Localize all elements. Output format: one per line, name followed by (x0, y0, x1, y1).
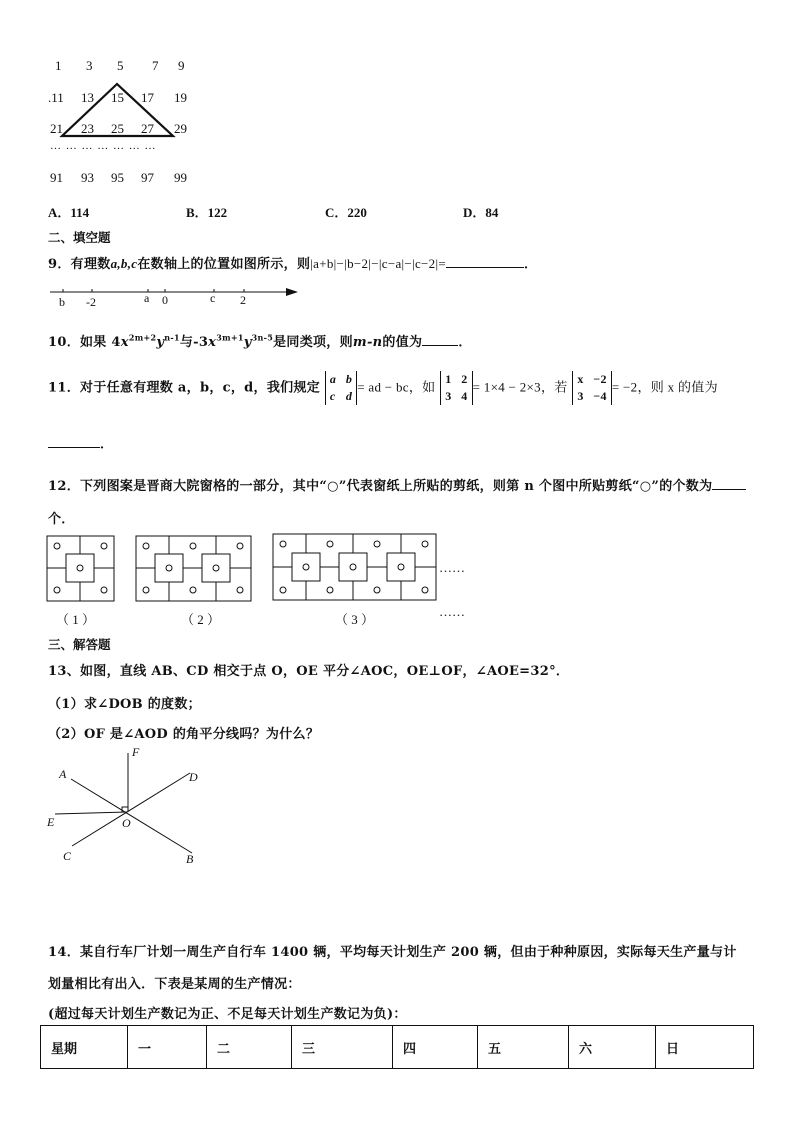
q10-exponent: 3m+1 (216, 332, 244, 343)
grid-cell: 15 (111, 90, 124, 105)
section-title-solutions: 三、解答题 (48, 637, 111, 652)
point-label-a: A (59, 767, 67, 781)
question-14-line3: (超过每天计划生产数记为正、不足每天计划生产数记为负)： (48, 1007, 407, 1022)
table-header-cell: 一 (128, 1026, 207, 1069)
det-cell: −2 (593, 372, 607, 386)
pattern-caption-3: （ 3 ） (335, 612, 375, 627)
window-pattern-1 (46, 535, 116, 603)
point-label-d: D (189, 770, 198, 784)
q10-end: ． (458, 335, 472, 350)
pattern-continuation: …… (439, 560, 465, 575)
table-header-cell: 五 (478, 1026, 569, 1069)
det-cell: 1 (445, 372, 452, 386)
table-header-cell: 四 (393, 1026, 478, 1069)
det-cell: b (345, 372, 353, 386)
number-line (40, 280, 310, 310)
q10-var: y (243, 335, 252, 350)
option-letter: B． (186, 205, 208, 220)
grid-cell: 29 (174, 121, 187, 136)
table-header-cell: 六 (569, 1026, 656, 1069)
axis-label-b: b (59, 295, 65, 309)
question-number: 14． (48, 945, 80, 960)
grid-cell: .11 (48, 90, 64, 105)
question-13-part-1: （1）求∠DOB 的度数； (48, 697, 201, 712)
grid-cell: 93 (81, 170, 94, 185)
question-10 (48, 331, 472, 350)
option-value: 114 (70, 205, 90, 220)
answer-blank[interactable] (422, 333, 458, 346)
question-number: 13、 (48, 664, 80, 679)
q10-text: 是同类项，则 (273, 335, 353, 350)
grid-cell: 13 (81, 90, 94, 105)
triangle-frame (0, 0, 220, 160)
q11-condition: = −2，则 x 的值为 (611, 379, 718, 395)
axis-label-a: a (144, 291, 150, 305)
answer-blank[interactable] (48, 435, 100, 448)
answer-blank[interactable] (446, 255, 524, 268)
production-table (40, 1025, 754, 1069)
det-cell: c (329, 389, 336, 403)
det-cell: 3 (445, 389, 452, 403)
pattern-caption-2: （ 2 ） (181, 612, 221, 627)
option-value: 122 (207, 205, 228, 220)
axis-label-neg2: -2 (86, 295, 96, 309)
grid-cell: 21 (50, 121, 63, 136)
q11-example: = 1×4 − 2×3，若 (472, 379, 568, 395)
q10-text: 如果 4 (80, 335, 121, 350)
table-header-cell: 三 (292, 1026, 393, 1069)
axis-label-2: 2 (240, 293, 246, 307)
grid-cell: 95 (111, 170, 124, 185)
q11-end: ． (100, 437, 114, 452)
q10-var: y (156, 335, 165, 350)
grid-cell: 25 (111, 121, 124, 136)
question-number: 12． (48, 479, 80, 494)
det-cell: d (345, 389, 353, 403)
question-12-line2: 个． (48, 512, 75, 527)
section-title-fill-in: 二、填空题 (48, 230, 111, 245)
question-13 (48, 660, 569, 679)
option-d[interactable] (463, 202, 498, 221)
q10-exponent: 2m+2 (128, 332, 157, 343)
table-row (41, 1026, 754, 1069)
determinant-condition (572, 371, 611, 405)
q9-text: 有理数 (70, 257, 111, 272)
q10-text: 的值为 (382, 335, 423, 350)
question-11-answer (48, 433, 113, 452)
question-12 (48, 475, 746, 494)
determinant-example (440, 371, 472, 405)
det-cell: 4 (461, 389, 468, 403)
option-letter: C． (325, 205, 348, 220)
point-label-c: C (63, 849, 72, 863)
grid-cell: 5 (117, 58, 124, 73)
question-11 (48, 371, 718, 405)
grid-cell: 17 (141, 90, 154, 105)
grid-cell: 23 (81, 121, 94, 136)
grid-cell: 99 (174, 170, 187, 185)
q10-exponent: n-1 (164, 332, 180, 343)
q9-text: 在数轴上的位置如图所示，则 (137, 257, 311, 272)
grid-cell: 7 (152, 58, 159, 73)
q10-exponent: 3n-5 (251, 332, 274, 343)
window-pattern-2 (135, 535, 253, 603)
option-a[interactable] (48, 202, 89, 221)
window-pattern-3 (272, 533, 438, 603)
axis-label-c: c (210, 291, 216, 305)
pattern-caption-1: （ 1 ） (56, 612, 96, 627)
option-b[interactable] (186, 202, 227, 221)
question-number: 10． (48, 335, 80, 350)
point-label-e: E (47, 815, 55, 829)
axis-label-0: 0 (162, 293, 168, 307)
grid-cell: 91 (50, 170, 63, 185)
q11-text: 对于任意有理数 a，b，c，d，我们规定 (80, 380, 321, 396)
point-label-b: B (186, 852, 194, 866)
determinant-definition (325, 371, 357, 405)
q9-vars: a,b,c (110, 256, 138, 271)
q11-definition: = ad − bc，如 (357, 379, 436, 395)
grid-cell: 3 (86, 58, 93, 73)
option-value: 84 (485, 205, 499, 220)
q12-text: 下列图案是晋商大院窗格的一部分，其中“○”代表窗纸上所贴的剪纸，则第 n 个图中所贴剪纸“○”的个数为 (80, 479, 713, 494)
answer-blank[interactable] (712, 477, 746, 490)
table-header-cell: 日 (656, 1026, 754, 1069)
table-header-cell: 二 (207, 1026, 292, 1069)
grid-cell: 9 (178, 58, 185, 73)
point-label-f: F (132, 745, 140, 759)
q10-var: x (208, 335, 217, 350)
q10-var: x (120, 335, 129, 350)
q13-text: 如图，直线 AB、CD 相交于点 O，OE 平分∠AOC，OE⊥OF，∠AOE=32°． (80, 664, 570, 679)
option-value: 220 (347, 205, 367, 220)
table-header-cell: 星期 (41, 1026, 128, 1069)
question-number: 11． (48, 380, 80, 396)
caption-continuation: …… (439, 604, 465, 619)
det-cell: a (329, 372, 337, 386)
det-cell: x (577, 372, 584, 386)
q14-text: 某自行车厂计划一周生产自行车 1400 辆，平均每天计划生产 200 辆，但由于种种原因，实际每天生产量与计 (80, 945, 737, 960)
det-cell: −4 (593, 389, 607, 403)
question-14-line2: 划量相比有出入．下表是某周的生产情况： (48, 977, 301, 992)
grid-ellipsis: … … … … … … … (50, 140, 157, 152)
q9-end: ． (524, 257, 538, 272)
q10-var: m-n (352, 335, 383, 350)
q10-text: 与-3 (179, 335, 209, 350)
option-letter: D． (463, 205, 486, 220)
option-c[interactable] (325, 202, 367, 221)
grid-cell: 19 (174, 90, 187, 105)
question-9 (48, 253, 537, 272)
grid-cell: 1 (55, 58, 62, 73)
q9-expression: |a+b|−|b−2|−|c−a|−|c−2|= (310, 256, 447, 271)
det-cell: 3 (577, 389, 584, 403)
option-letter: A． (48, 205, 71, 220)
question-number: 9． (48, 257, 71, 272)
question-13-part-2: （2）OF 是∠AOD 的角平分线吗？为什么？ (48, 727, 320, 742)
grid-cell: 27 (141, 121, 154, 136)
point-label-o: O (122, 816, 131, 830)
question-14 (48, 941, 737, 960)
grid-cell: 97 (141, 170, 154, 185)
det-cell: 2 (461, 372, 468, 386)
